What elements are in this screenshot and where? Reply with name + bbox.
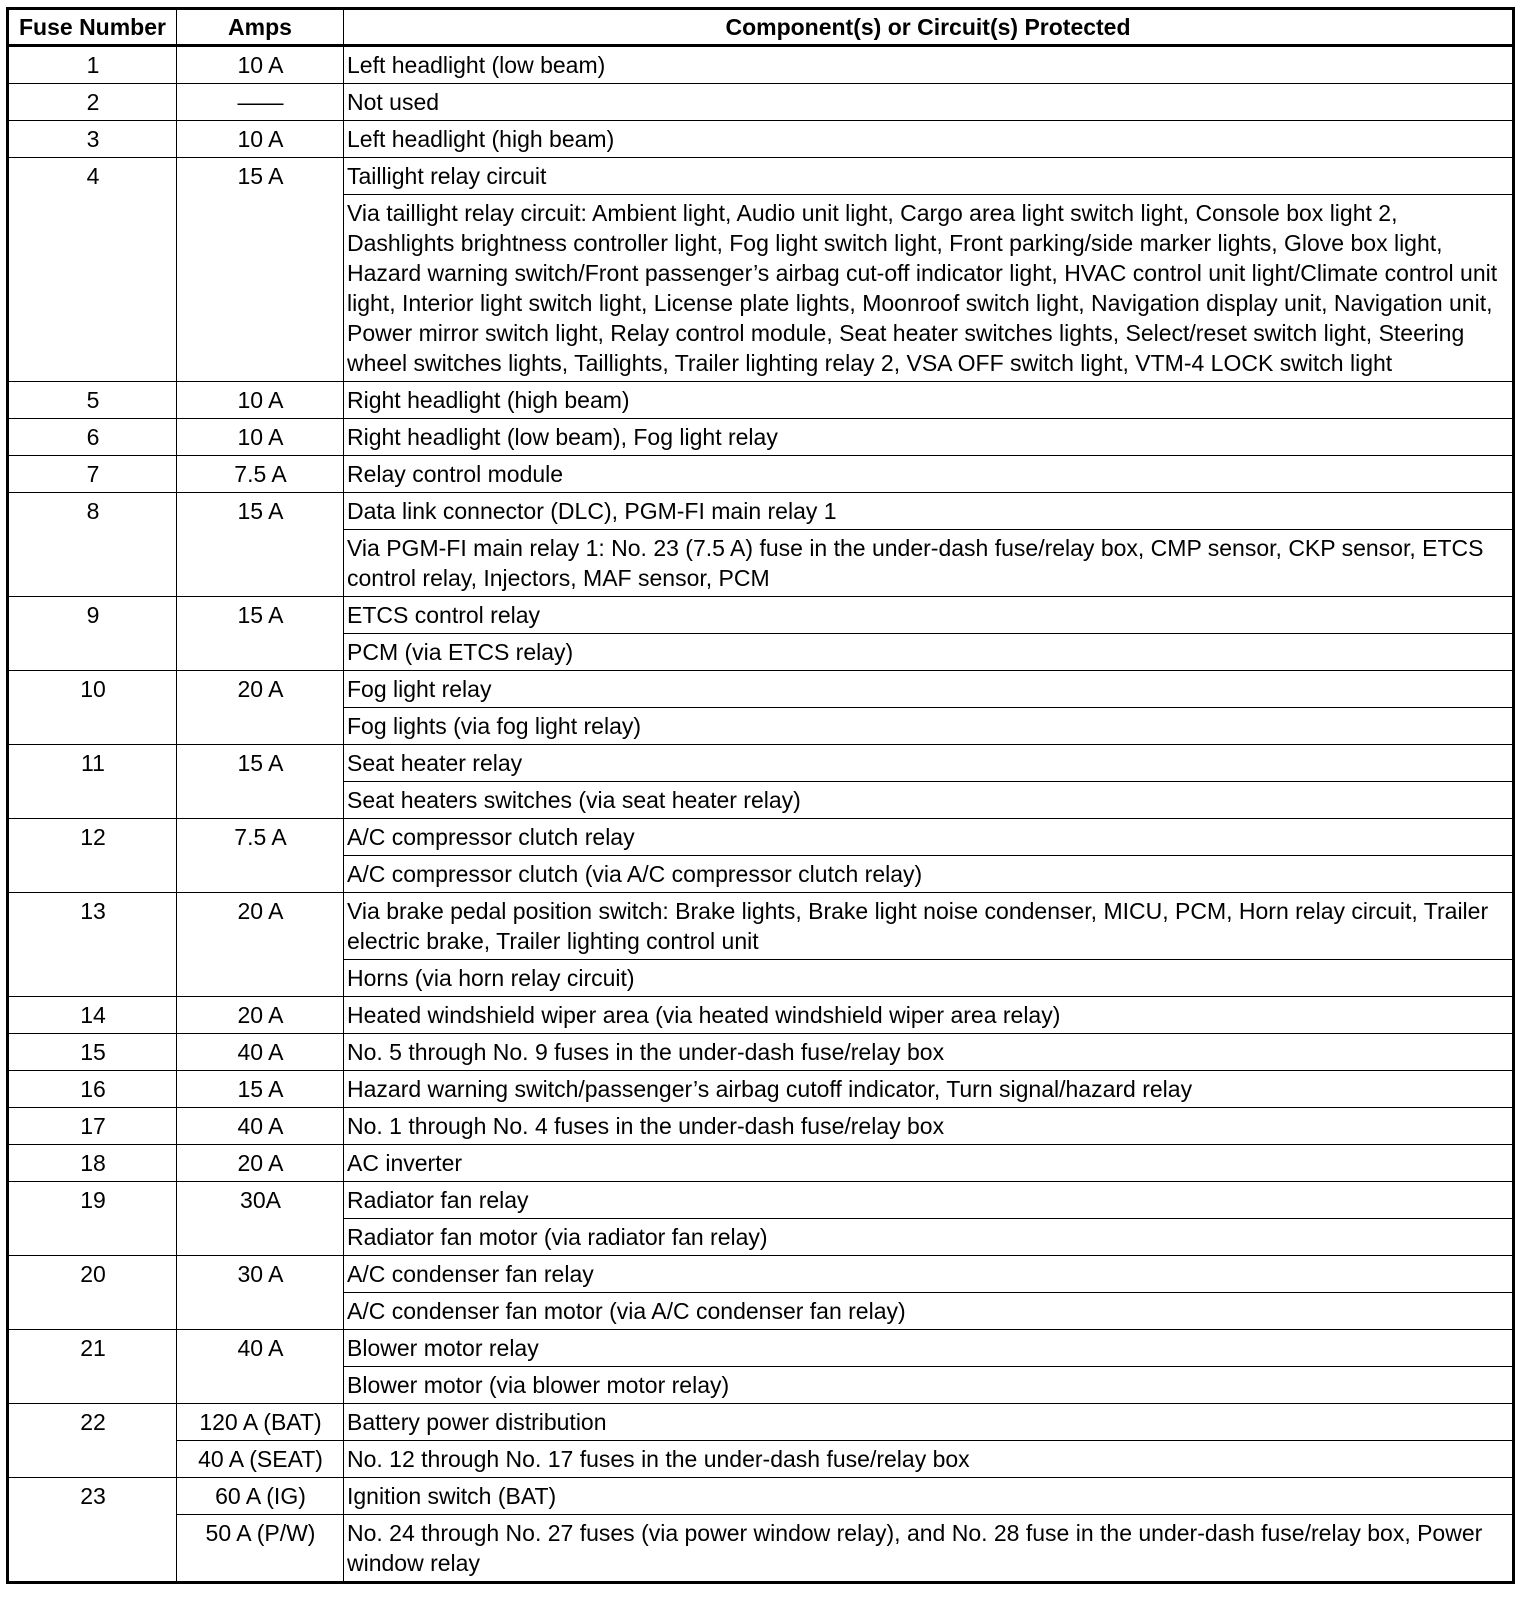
table-row	[8, 1145, 1514, 1182]
table-row	[8, 893, 1514, 960]
fuse-number-cell: 17	[8, 1108, 177, 1145]
fuse-number-cell: 19	[8, 1182, 177, 1256]
component-cell: Radiator fan relay	[344, 1182, 1514, 1219]
component-cell: Right headlight (high beam)	[344, 382, 1514, 419]
component-cell: Relay control module	[344, 456, 1514, 493]
amps-cell: 15 A	[177, 597, 344, 671]
fuse-number-cell: 5	[8, 382, 177, 419]
table-row	[8, 819, 1514, 856]
amps-cell: 50 A (P/W)	[177, 1515, 344, 1583]
fuse-number-cell: 10	[8, 671, 177, 745]
component-cell: No. 1 through No. 4 fuses in the under-dash fuse/relay box	[344, 1108, 1514, 1145]
component-cell: Battery power distribution	[344, 1404, 1514, 1441]
component-cell: Not used	[344, 84, 1514, 121]
component-cell: No. 5 through No. 9 fuses in the under-dash fuse/relay box	[344, 1034, 1514, 1071]
component-cell: Seat heaters switches (via seat heater relay)	[344, 782, 1514, 819]
component-cell: Taillight relay circuit	[344, 158, 1514, 195]
header-amps: Amps	[177, 9, 344, 46]
component-cell: Seat heater relay	[344, 745, 1514, 782]
fuse-number-cell: 23	[8, 1478, 177, 1583]
table-row	[8, 1404, 1514, 1441]
amps-cell: 30 A	[177, 1256, 344, 1330]
component-cell: Horns (via horn relay circuit)	[344, 960, 1514, 997]
amps-cell: 7.5 A	[177, 819, 344, 893]
table-row	[8, 158, 1514, 195]
amps-cell: 40 A	[177, 1330, 344, 1404]
table-row	[8, 1330, 1514, 1367]
fuse-number-cell: 8	[8, 493, 177, 597]
component-cell: Radiator fan motor (via radiator fan relay)	[344, 1219, 1514, 1256]
header-row	[8, 9, 1514, 46]
component-cell: A/C compressor clutch relay	[344, 819, 1514, 856]
amps-cell: 10 A	[177, 46, 344, 84]
component-cell: Fog lights (via fog light relay)	[344, 708, 1514, 745]
fuse-number-cell: 2	[8, 84, 177, 121]
component-cell: Via taillight relay circuit: Ambient light, Audio unit light, Cargo area light switch light, Console box light 2, Dashlights brightness controller light, Fog light switch light, Front parking/side marker lights, Glove box light, Hazard warning switch/Front passenger’s airbag cut-off indicator light, HVAC control unit light/Climate control unit light, Interior light switch light, License plate lights, Moonroof switch light, Navigation display unit, Navigation unit, Power mirror switch light, Relay control module, Seat heater switches lights, Select/reset switch light, Steering wheel switches lights, Taillights, Trailer lighting relay 2, VSA OFF switch light, VTM-4 LOCK switch light	[344, 195, 1514, 382]
amps-cell: 40 A	[177, 1034, 344, 1071]
component-cell: Via brake pedal position switch: Brake lights, Brake light noise condenser, MICU, PCM, Horn relay circuit, Trailer electric brake, Trailer lighting control unit	[344, 893, 1514, 960]
fuse-table	[6, 7, 1515, 1584]
table-row	[8, 1441, 1514, 1478]
fuse-number-cell: 7	[8, 456, 177, 493]
component-cell: A/C condenser fan motor (via A/C condenser fan relay)	[344, 1293, 1514, 1330]
amps-cell: 60 A (IG)	[177, 1478, 344, 1515]
component-cell: AC inverter	[344, 1145, 1514, 1182]
fuse-number-cell: 3	[8, 121, 177, 158]
amps-cell: 40 A	[177, 1108, 344, 1145]
table-row	[8, 1182, 1514, 1219]
component-cell: A/C compressor clutch (via A/C compressor clutch relay)	[344, 856, 1514, 893]
amps-cell: 40 A (SEAT)	[177, 1441, 344, 1478]
fuse-number-cell: 9	[8, 597, 177, 671]
fuse-number-cell: 12	[8, 819, 177, 893]
amps-cell: 10 A	[177, 121, 344, 158]
amps-cell: 15 A	[177, 745, 344, 819]
component-cell: Blower motor (via blower motor relay)	[344, 1367, 1514, 1404]
component-cell: No. 12 through No. 17 fuses in the under-dash fuse/relay box	[344, 1441, 1514, 1478]
table-row	[8, 84, 1514, 121]
component-cell: Blower motor relay	[344, 1330, 1514, 1367]
fuse-number-cell: 21	[8, 1330, 177, 1404]
amps-cell: 10 A	[177, 382, 344, 419]
fuse-number-cell: 1	[8, 46, 177, 84]
component-cell: No. 24 through No. 27 fuses (via power window relay), and No. 28 fuse in the under-dash fuse/relay box, Power window relay	[344, 1515, 1514, 1583]
table-row	[8, 382, 1514, 419]
fuse-number-cell: 13	[8, 893, 177, 997]
amps-cell: 15 A	[177, 1071, 344, 1108]
amps-cell: 15 A	[177, 158, 344, 382]
amps-cell: 120 A (BAT)	[177, 1404, 344, 1441]
component-cell: Data link connector (DLC), PGM-FI main relay 1	[344, 493, 1514, 530]
fuse-number-cell: 11	[8, 745, 177, 819]
fuse-table-body	[8, 46, 1514, 1583]
header-components: Component(s) or Circuit(s) Protected	[344, 9, 1514, 46]
table-row	[8, 1478, 1514, 1515]
amps-cell: 20 A	[177, 997, 344, 1034]
table-row	[8, 597, 1514, 634]
amps-cell: 7.5 A	[177, 456, 344, 493]
fuse-number-cell: 22	[8, 1404, 177, 1478]
component-cell: Heated windshield wiper area (via heated windshield wiper area relay)	[344, 997, 1514, 1034]
amps-cell: 30A	[177, 1182, 344, 1256]
table-row	[8, 1034, 1514, 1071]
component-cell: Ignition switch (BAT)	[344, 1478, 1514, 1515]
component-cell: A/C condenser fan relay	[344, 1256, 1514, 1293]
table-row	[8, 1071, 1514, 1108]
fuse-number-cell: 20	[8, 1256, 177, 1330]
amps-cell: ——	[177, 84, 344, 121]
amps-cell: 15 A	[177, 493, 344, 597]
table-row	[8, 745, 1514, 782]
fuse-number-cell: 16	[8, 1071, 177, 1108]
table-row	[8, 997, 1514, 1034]
amps-cell: 10 A	[177, 419, 344, 456]
component-cell: Fog light relay	[344, 671, 1514, 708]
component-cell: Right headlight (low beam), Fog light relay	[344, 419, 1514, 456]
component-cell: Via PGM-FI main relay 1: No. 23 (7.5 A) fuse in the under-dash fuse/relay box, CMP sensor, CKP sensor, ETCS control relay, Injectors, MAF sensor, PCM	[344, 530, 1514, 597]
amps-cell: 20 A	[177, 893, 344, 997]
table-row	[8, 1256, 1514, 1293]
component-cell: ETCS control relay	[344, 597, 1514, 634]
fuse-number-cell: 4	[8, 158, 177, 382]
component-cell: Left headlight (high beam)	[344, 121, 1514, 158]
fuse-number-cell: 15	[8, 1034, 177, 1071]
table-row	[8, 46, 1514, 84]
table-row	[8, 456, 1514, 493]
fuse-number-cell: 14	[8, 997, 177, 1034]
table-row	[8, 121, 1514, 158]
table-row	[8, 1108, 1514, 1145]
fuse-number-cell: 18	[8, 1145, 177, 1182]
amps-cell: 20 A	[177, 671, 344, 745]
table-row	[8, 671, 1514, 708]
component-cell: Hazard warning switch/passenger’s airbag cutoff indicator, Turn signal/hazard relay	[344, 1071, 1514, 1108]
table-row	[8, 493, 1514, 530]
amps-cell: 20 A	[177, 1145, 344, 1182]
header-fuse-number: Fuse Number	[8, 9, 177, 46]
component-cell: PCM (via ETCS relay)	[344, 634, 1514, 671]
table-row	[8, 1515, 1514, 1583]
table-row	[8, 419, 1514, 456]
component-cell: Left headlight (low beam)	[344, 46, 1514, 84]
fuse-number-cell: 6	[8, 419, 177, 456]
